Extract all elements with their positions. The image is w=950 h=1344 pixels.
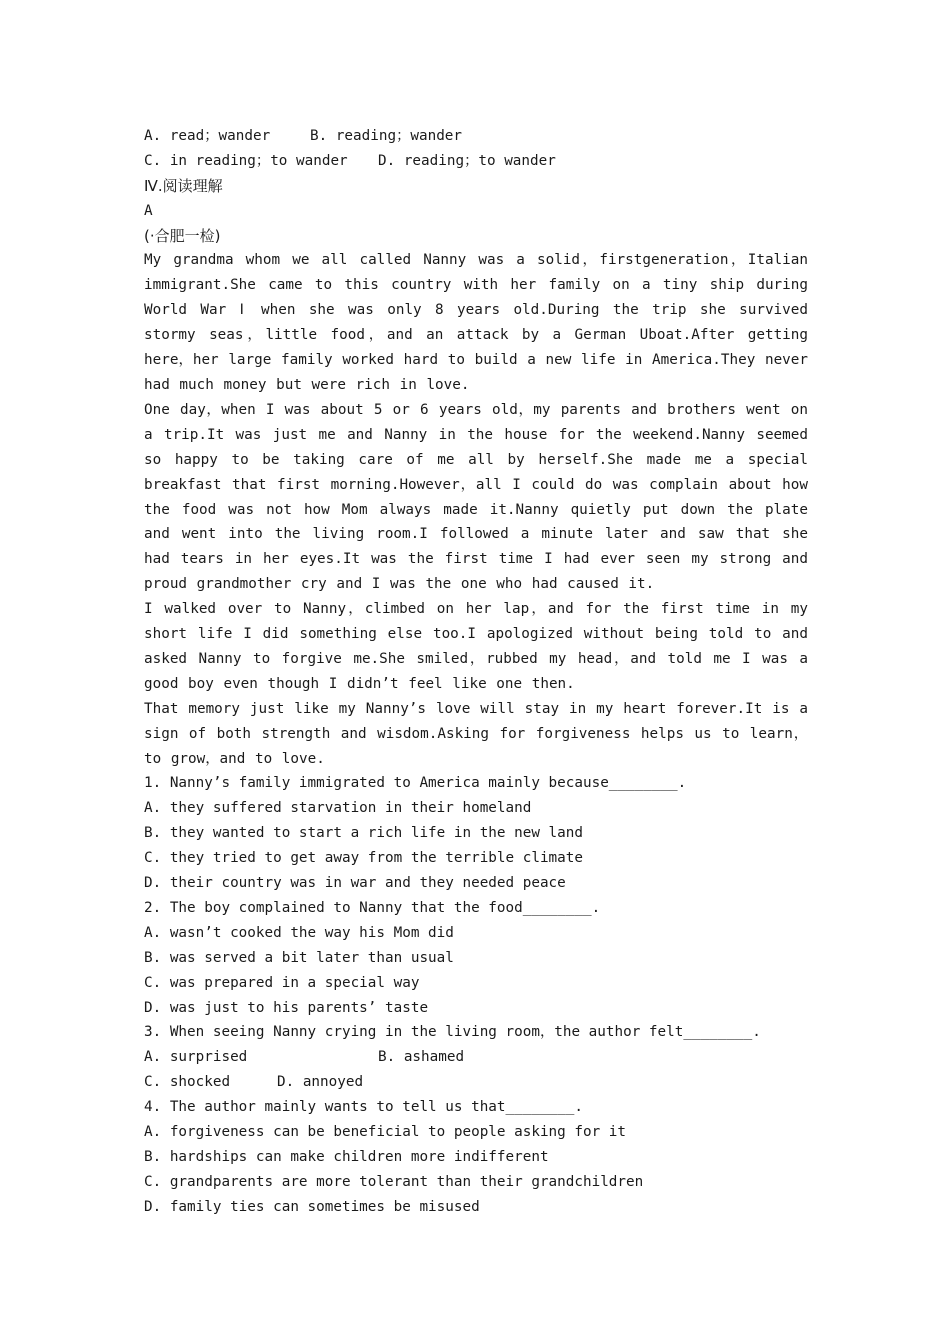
passage-label: A bbox=[144, 202, 153, 219]
question-3-option-a: A. surprised bbox=[144, 1049, 248, 1066]
option-d: D. reading；to wander bbox=[378, 152, 556, 169]
question-2-option-b: B. was served a bit later than usual bbox=[144, 949, 454, 966]
passage-paragraph-1: My grandma whom we all called Nanny was a solid，firstgeneration，Italian immigrant.She came to this country with her family on a tiny ship during World War Ⅰ when she was only 8 years old.During the trip she survived stormy seas，little food，and an attack by a German Uboat.After getting here，her large family worked hard to build a new life in America.They never had much money but were rich in love. bbox=[144, 252, 808, 393]
question-4-option-b: B. hardships can make children more indifferent bbox=[144, 1148, 549, 1165]
passage-paragraph-2: One day，when I was about 5 or 6 years old，my parents and brothers went on a trip.It was just me and Nanny in the house for the weekend.Nanny seemed so happy to be taking care of me all by herself.She made me a special breakfast that first morning.However，all I could do was complain about how the food was not how Mom always made it.Nanny quietly put down the plate and went into the living room.I followed a minute later and saw that she had tears in her eyes.It was the first time I had ever seen my strong and proud grandmother cry and I was the one who had caused it. bbox=[144, 401, 808, 593]
question-1-option-b: B. they wanted to start a rich life in the new land bbox=[144, 825, 583, 842]
option-b: B. reading；wander bbox=[310, 128, 463, 144]
question-4-stem: 4. The author mainly wants to tell us that________. bbox=[144, 1099, 583, 1116]
question-2-option-d: D. was just to his parents’ taste bbox=[144, 999, 429, 1016]
document-page bbox=[144, 124, 808, 1220]
question-2-stem: 2. The boy complained to Nanny that the food________. bbox=[144, 899, 601, 916]
passage-paragraph-4: That memory just like my Nanny’s love will stay in my heart forever.It is a sign of both strength and wisdom.Asking for forgiveness helps us to learn，to grow，and to love. bbox=[144, 700, 808, 767]
question-1-option-a: A. they suffered starvation in their homeland bbox=[144, 800, 532, 817]
question-3-option-c: C. shocked bbox=[144, 1074, 231, 1091]
question-3-stem: 3. When seeing Nanny crying in the living room，the author felt________. bbox=[144, 1024, 761, 1041]
question-3-option-b: B. ashamed bbox=[378, 1049, 465, 1066]
question-4-option-c: C. grandparents are more tolerant than their grandchildren bbox=[144, 1173, 644, 1190]
option-c: C. in reading；to wander bbox=[144, 152, 348, 169]
prev-options-line-2 bbox=[144, 149, 808, 174]
question-4-option-a: A. forgiveness can be beneficial to people asking for it bbox=[144, 1123, 627, 1140]
question-4-option-d: D. family ties can sometimes be misused bbox=[144, 1198, 480, 1215]
question-3-options-line-1 bbox=[144, 1045, 808, 1070]
question-3-options-line-2 bbox=[144, 1070, 808, 1095]
passage-source: (·合肥一检) bbox=[144, 226, 221, 245]
prev-options-line-1 bbox=[144, 124, 808, 149]
section-title: Ⅳ.阅读理解 bbox=[144, 176, 223, 195]
question-1-option-c: C. they tried to get away from the terrible climate bbox=[144, 850, 583, 867]
question-2-option-a: A. wasn’t cooked the way his Mom did bbox=[144, 924, 454, 941]
question-3-option-d: D. annoyed bbox=[277, 1074, 364, 1091]
passage-paragraph-3: I walked over to Nanny，climbed on her lap，and for the first time in my short life I did something else too.I apologized without being told to and asked Nanny to forgive me.She smiled，rubbed my head，and told me I was a good boy even though I didn’t feel like one then. bbox=[144, 601, 808, 692]
question-1-option-d: D. their country was in war and they needed peace bbox=[144, 875, 566, 892]
option-a: A. read；wander bbox=[144, 128, 271, 144]
question-1-stem: 1. Nanny’s family immigrated to America mainly because________. bbox=[144, 775, 687, 792]
question-2-option-c: C. was prepared in a special way bbox=[144, 974, 420, 991]
